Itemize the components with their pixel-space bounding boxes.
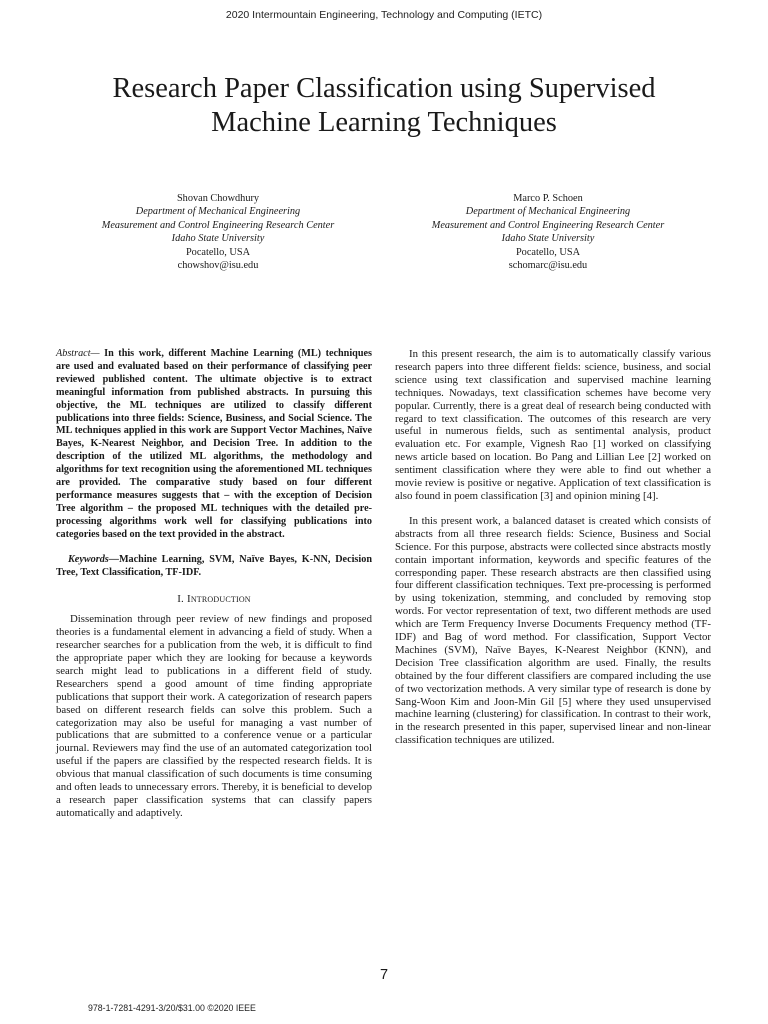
author-block-2: [398, 192, 698, 272]
keywords-label: Keywords—: [68, 553, 119, 565]
author-university: Idaho State University: [501, 233, 595, 245]
left-column: [56, 348, 372, 820]
author-email: chowshov@isu.edu: [177, 260, 259, 272]
keywords: [56, 554, 372, 580]
paper-title-line-2: Machine Learning Techniques: [211, 107, 557, 138]
author-center: Measurement and Control Engineering Research Center: [101, 219, 335, 231]
page-number: 7: [379, 967, 389, 983]
intro-paragraph: Dissemination through peer review of new findings and proposed theories is a fundamental element in advancing a field of study. When a researcher searches for a publication from the web, it is difficult to find the appropriate paper which they are looking for because a keywords search might lead to publications in a different field of study. Researchers spend a good amount of time finding appropriate publications that support their work. A categorization of research papers based on different research fields can solve this problem. Such a categorization may also be useful for managing a vast number of publications that are submitted to a conference venue or a particular journal. Reviewers may find the use of an automated categorization tool useful if the papers are classified by the respected research fields. It is obvious that manual classification of such documents is time consuming and often leads to unnecessary errors. Thereby, it is beneficial to develop a research paper classification systems that can classify papers automatically and adaptively.: [56, 613, 372, 819]
copyright-footer: 978-1-7281-4291-3/20/$31.00 ©2020 IEEE: [88, 1003, 256, 1013]
section-heading-introduction: I. Introduction: [177, 593, 251, 606]
paper-title: [40, 72, 728, 140]
abstract-text: In this work, different Machine Learning (ML) techniques are used and evaluated based on their performance of classifying peer reviewed published content. The ultimate objective is to extract meaningful information from published abstracts. In pursuing this objective, the ML techniques are utilized to classify different publications into three fields: Science, Business, and Social Science. The ML techniques applied in this work are Support Vector Machines, Naïve Bayes, K-Nearest Neighbor, and Decision Tree. In addition to the description of the utilized ML algorithms, the methodology and algorithms for text recognition using the aforementioned ML techniques are provided. The comparative study based on four different performance measures suggests that – with the exception of Decision Tree algorithm – the proposed ML techniques with the detailed pre-processing algorithms work well for classifying publications into categories based on the text provided in the abstract.: [56, 348, 372, 540]
author-department: Department of Mechanical Engineering: [135, 206, 301, 218]
author-location: Pocatello, USA: [185, 246, 251, 258]
author-university: Idaho State University: [171, 233, 265, 245]
right-column: [395, 348, 711, 747]
body-paragraph-1: In this present research, the aim is to automatically classify various research papers into three different fields: science, business, and social science using text classification and supervised machine learning techniques. Nowadays, text classification schemes have become very popular. Currently, there is a great deal of research being conducted with regard to text classification. The outcomes of this research are very useful in numerous fields, such as sentimental analysis, product evaluation etc. For example, Vignesh Rao [1] worked on classifying news article based on location. Bo Pang and Lillian Lee [2] worked on sentiment classification where they were able to find out whether a movie review is positive or negative. Application of text classification is also found in poem classification [3] and opinion mining [4].: [395, 348, 711, 502]
keywords-text: Machine Learning, SVM, Naïve Bayes, K-NN, Decision Tree, Text Classification, TF-IDF.: [56, 553, 372, 578]
author-location: Pocatello, USA: [515, 246, 581, 258]
author-center: Measurement and Control Engineering Research Center: [431, 219, 665, 231]
body-paragraph-2: In this present work, a balanced dataset is created which consists of abstracts from all three research fields: Science, Business and Social Science. For this purpose, abstracts were collected since abstracts mostly contain important information, keywords and specific features of the corresponding paper. These research abstracts are then classified using four different classification techniques. Text pre-processing is performed by using tokenization, stemming, and concluded by removing stop words. For vector representation of text, two different methods are used which are Term Frequency Inverse Documents Frequency method (TF-IDF) and Bag of word method. For classification, Support Vector Machines (SVM), Naïve Bayes, K-Nearest Neighbor (KNN), and Decision Tree classification algorithm are used. Finally, the results obtained by the four different classifiers are compared including the use of two vectorization methods. A very similar type of research is done by Sang-Woon Kim and Joon-Min Gil [5] where they used unsupervised machine learning (clustering) for classification. In contrast to their work, in the research presented in this paper, supervised linear and non-linear classification techniques are utilized.: [395, 514, 711, 747]
conference-header: 2020 Intermountain Engineering, Technology and Computing (IETC): [225, 9, 543, 21]
author-email: schomarc@isu.edu: [508, 260, 588, 272]
paper-title-line-1: Research Paper Classification using Supervised: [112, 73, 656, 104]
author-block-1: [68, 192, 368, 272]
author-name: Shovan Chowdhury: [176, 193, 260, 204]
author-department: Department of Mechanical Engineering: [465, 206, 631, 218]
abstract-label: Abstract—: [56, 348, 100, 359]
author-name: Marco P. Schoen: [513, 193, 583, 204]
abstract: [56, 348, 372, 542]
